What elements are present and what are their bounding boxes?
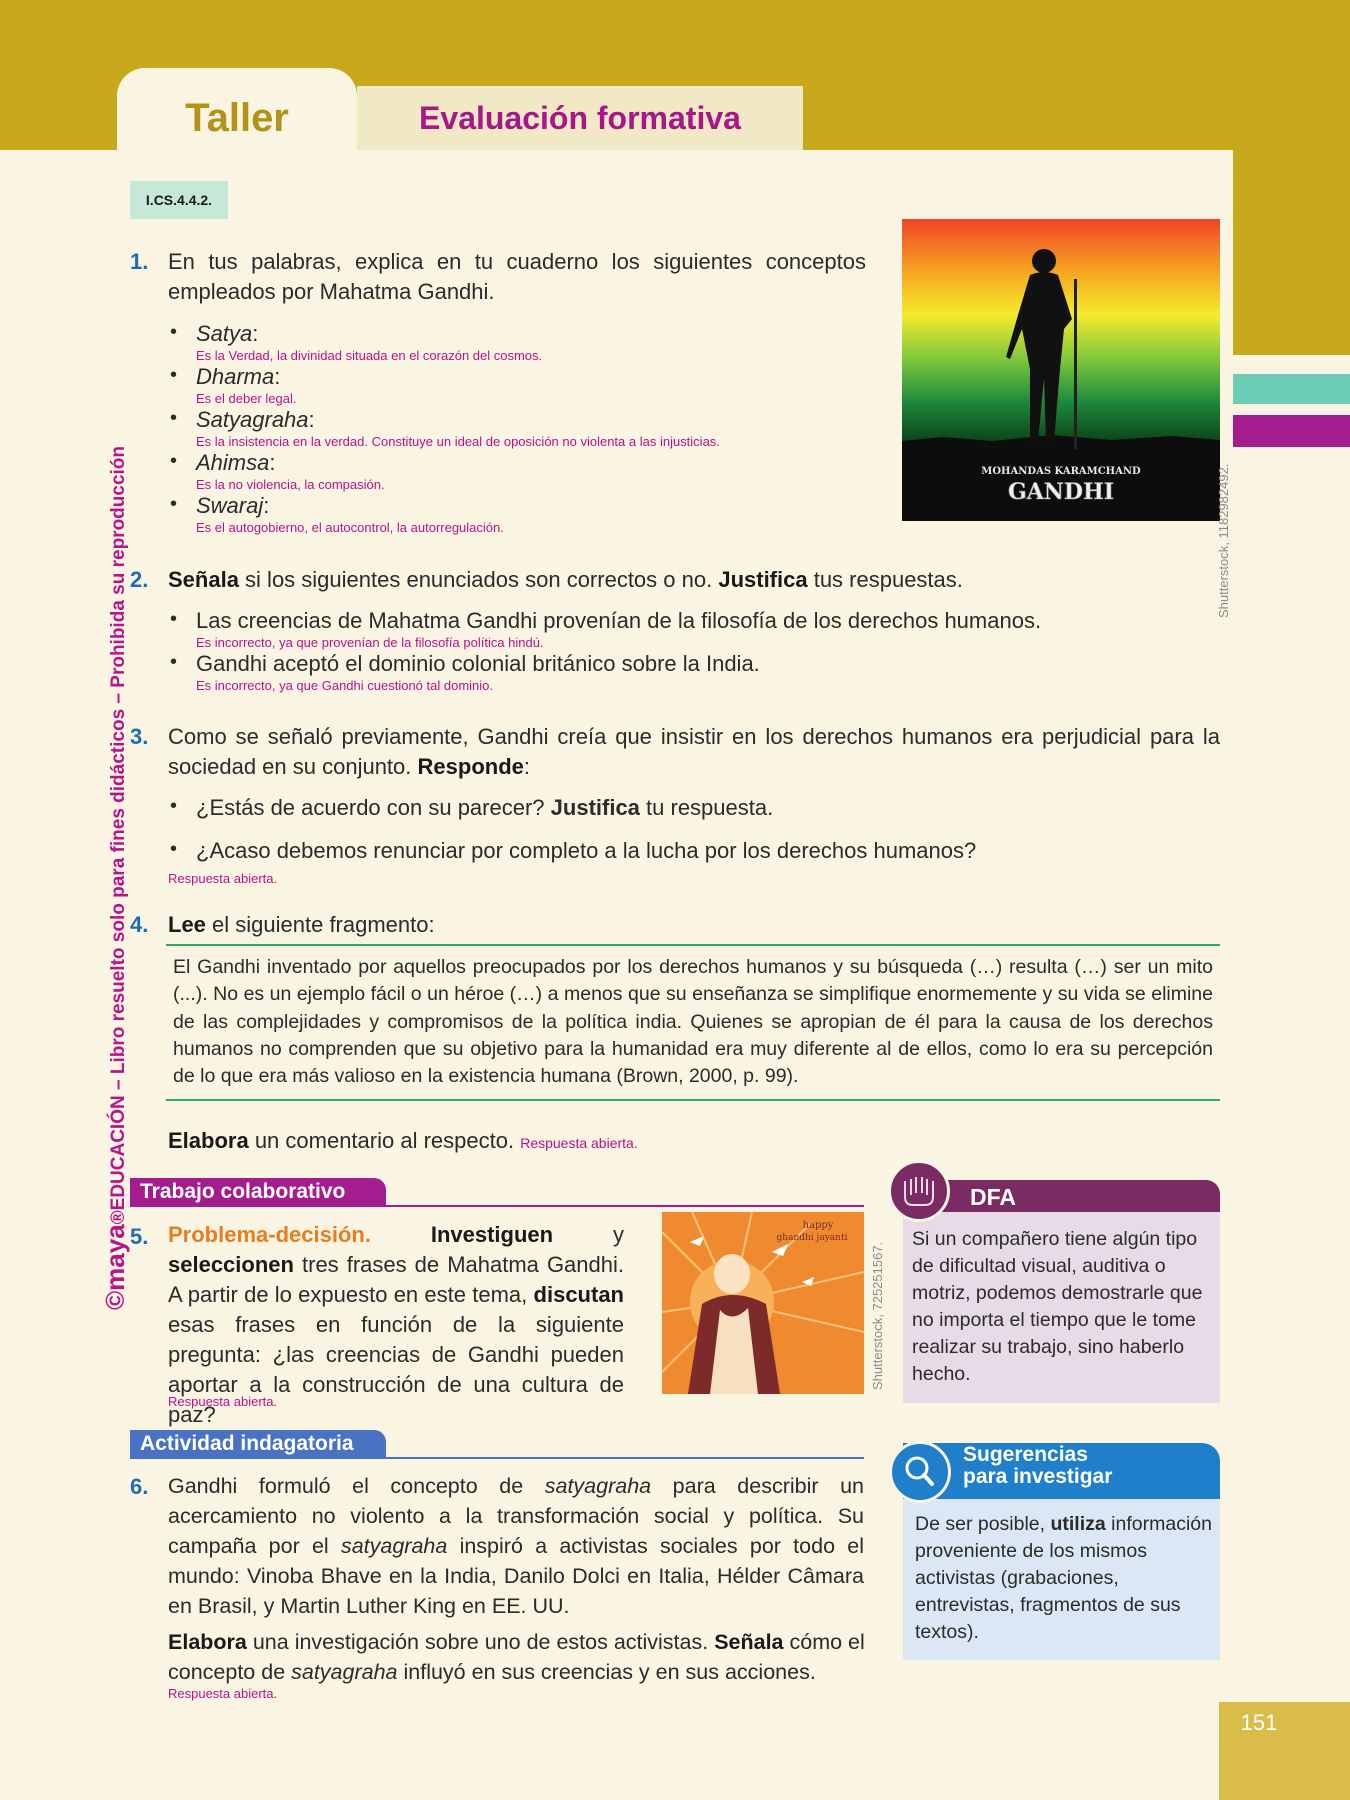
text-run: un comentario al respecto. bbox=[248, 1128, 515, 1153]
quote-text: El Gandhi inventado por aquellos preocupados por los derechos humanos y su búsqueda (…) resulta (…) ser un mito (...). No es un ejemplo fácil o un héroe (…) a menos que su enseñanza se simplifique enormemente y su vida se elimine de las complejidades y compromisos de la política india. Quienes se apropian de él para la causa de los derechos humanos no comprenden que su objetivo para la humanidad era muy diferente al de ellos, como lo era su percepción de lo que era más valioso en la existencia humana (Brown, 2000, p. 99). bbox=[173, 956, 1213, 1088]
text-run: tus respuestas. bbox=[807, 567, 963, 592]
bold-word: seleccionen bbox=[168, 1252, 294, 1277]
answer: Respuesta abierta. bbox=[168, 871, 278, 886]
q1-item: • Swaraj: bbox=[196, 493, 269, 519]
q1-number: 1. bbox=[130, 249, 149, 274]
q6-number: 6. bbox=[130, 1474, 149, 1499]
q1-item: • Satyagraha: bbox=[196, 407, 315, 433]
section-rule bbox=[130, 1457, 864, 1459]
dfa-title: DFA bbox=[970, 1184, 1016, 1210]
text-run: Gandhi formuló el concepto de bbox=[168, 1474, 545, 1498]
q2-number: 2. bbox=[130, 567, 149, 592]
dfa-header bbox=[903, 1180, 1220, 1212]
q1-item: • Ahimsa: bbox=[196, 450, 275, 476]
suggestions-title bbox=[963, 1444, 1112, 1488]
tab-evaluacion: Evaluación formativa bbox=[357, 86, 803, 150]
answer: Es la insistencia en la verdad. Constituye un ideal de oposición no violenta a las injusticias. bbox=[196, 434, 720, 449]
right-band bbox=[1233, 150, 1350, 355]
poster-line2: GANDHI bbox=[1007, 479, 1115, 505]
gandhi-jayanti-image bbox=[662, 1212, 864, 1394]
q3-item bbox=[196, 795, 773, 821]
text-run: influyó en sus creencias y en sus acciones. bbox=[397, 1660, 816, 1684]
jayanti-text1: happy bbox=[802, 1220, 834, 1231]
bold-word: Elabora bbox=[168, 1630, 247, 1654]
text-run: tres frases de Mahatma Gandhi. A partir de lo expuesto en este tema, bbox=[168, 1252, 624, 1307]
term: Swaraj bbox=[196, 493, 264, 518]
q1-item: • Dharma: bbox=[196, 364, 280, 390]
text-run: para describir un acercamiento no violento a la transformación social y política. Su campaña por el bbox=[168, 1474, 864, 1558]
answer: Es el deber legal. bbox=[196, 391, 297, 406]
q6-task bbox=[168, 1627, 868, 1687]
text-run: y bbox=[553, 1222, 624, 1247]
answer: Es la no violencia, la compasión. bbox=[196, 477, 385, 492]
answer: Es la Verdad, la divinidad situada en el corazón del cosmos. bbox=[196, 348, 543, 363]
q3-item: • ¿Acaso debemos renunciar por completo a la lucha por los derechos humanos? bbox=[196, 838, 976, 864]
bold-word: Señala bbox=[714, 1630, 784, 1654]
page-number: 151 bbox=[1240, 1710, 1278, 1735]
q2-text bbox=[168, 565, 1218, 595]
italic-word: satyagraha bbox=[291, 1660, 398, 1684]
hands-icon bbox=[888, 1160, 950, 1222]
gandhi-poster-art bbox=[902, 219, 1220, 521]
bold-word: utiliza bbox=[1050, 1513, 1106, 1535]
answer: Es incorrecto, ya que Gandhi cuestionó tal dominio. bbox=[196, 678, 494, 693]
text-run: una investigación sobre uno de estos activistas. bbox=[246, 1630, 715, 1654]
answer: Respuesta abierta. bbox=[520, 1135, 638, 1151]
bold-word: discutan bbox=[533, 1282, 624, 1307]
text-run: Como se señaló previamente, Gandhi creía que insistir en los derechos humanos era perjudicial para la sociedad en su conjunto. bbox=[168, 724, 1220, 779]
indicator-code: I.CS.4.4.2. bbox=[130, 181, 228, 219]
term: Satyagraha bbox=[196, 407, 309, 432]
text-run: : bbox=[523, 754, 530, 779]
section-trabajo-colaborativo: Trabajo colaborativo bbox=[130, 1178, 386, 1206]
q3-number: 3. bbox=[130, 724, 149, 749]
bold-word: Lee bbox=[168, 912, 206, 937]
image-credit: Shutterstock, 1182982492. bbox=[1216, 463, 1231, 618]
q6-text bbox=[168, 1471, 864, 1621]
answer: Respuesta abierta. bbox=[168, 1686, 278, 1701]
q5-number: 5. bbox=[130, 1224, 149, 1249]
text-run: inspiró a activistas sociales por todo el mundo: Vinoba Bhave en la India, Danilo Dolci en Italia, Hélder Câmara en Brasil, y Martin Luther King en EE. UU. bbox=[168, 1534, 864, 1618]
q3-text bbox=[168, 722, 1220, 782]
text-run: cómo el concepto de bbox=[168, 1630, 865, 1684]
q4-text bbox=[168, 910, 435, 940]
bold-word: Elabora bbox=[168, 1128, 249, 1153]
bold-word: Señala bbox=[168, 567, 239, 592]
text-run: ¿Estás de acuerdo con su parecer? bbox=[196, 795, 551, 820]
gandhi-poster-image bbox=[902, 219, 1220, 521]
title-line: para investigar bbox=[963, 1465, 1113, 1488]
q2-item: • Las creencias de Mahatma Gandhi provenían de la filosofía de los derechos humanos. bbox=[196, 608, 1041, 634]
dfa-text: Si un compañero tiene algún tipo de dificultad visual, auditiva o motriz, podemos demostrarle que no importa el tiempo que le tome realizar su trabajo, sino haberlo hecho. bbox=[912, 1228, 1203, 1385]
suggestions-text bbox=[915, 1511, 1215, 1646]
brand-logo: ©maya bbox=[100, 1224, 130, 1310]
text-run: esas frases en función de la siguiente pregunta: ¿las creencias de Gandhi pueden aportar a la construcción de una cultura de paz? bbox=[168, 1312, 624, 1427]
problem-label: Problema-decisión. bbox=[168, 1222, 371, 1247]
term: Ahimsa bbox=[196, 450, 270, 475]
magenta-marker bbox=[1233, 415, 1350, 447]
q1-item: • Satya: bbox=[196, 321, 258, 347]
answer: Respuesta abierta. bbox=[168, 1394, 278, 1409]
side-credit-text: ®EDUCACIÓN – Libro resuelto solo para fines didácticos – Prohibida su reproducción bbox=[108, 445, 129, 1225]
italic-word: satyagraha bbox=[544, 1474, 652, 1498]
answer: Es el autogobierno, el autocontrol, la autorregulación. bbox=[196, 520, 504, 535]
text-run: De ser posible, bbox=[915, 1513, 1051, 1535]
magnifier-icon bbox=[889, 1441, 951, 1503]
poster-line1: MOHANDAS KARAMCHAND bbox=[981, 466, 1141, 477]
bold-word: Justifica bbox=[718, 567, 808, 592]
bold-word: Investiguen bbox=[430, 1222, 554, 1247]
teal-marker bbox=[1233, 374, 1350, 404]
side-credit bbox=[100, 446, 131, 1310]
bold-word: Responde bbox=[417, 754, 524, 779]
gandhi-jayanti-art bbox=[662, 1212, 864, 1394]
q4-number: 4. bbox=[130, 912, 149, 937]
bold-word: Justifica bbox=[550, 795, 640, 820]
q4-follow bbox=[168, 1126, 638, 1158]
term: Dharma bbox=[196, 364, 275, 389]
section-rule bbox=[130, 1205, 864, 1207]
jayanti-text2: ghandhi jayanti bbox=[776, 1233, 848, 1243]
italic-word: satyagraha bbox=[340, 1534, 448, 1558]
text-run: tu respuesta. bbox=[639, 795, 774, 820]
image-credit: Shutterstock, 725251567. bbox=[870, 1241, 885, 1390]
section-actividad-indagatoria: Actividad indagatoria bbox=[130, 1430, 386, 1458]
text-run: información proveniente de los mismos activistas (grabaciones, entrevistas, fragmentos de sus textos). bbox=[915, 1513, 1212, 1643]
term: Satya bbox=[196, 321, 253, 346]
answer: Es incorrecto, ya que provenían de la filosofía política hindú. bbox=[196, 635, 544, 650]
text-run: si los siguientes enunciados son correctos o no. bbox=[238, 567, 719, 592]
title-line: Sugerencias bbox=[963, 1443, 1088, 1466]
q1-text: En tus palabras, explica en tu cuaderno los siguientes conceptos empleados por Mahatma Gandhi. bbox=[168, 249, 866, 304]
text-run: el siguiente fragmento: bbox=[205, 912, 435, 937]
q2-item: • Gandhi aceptó el dominio colonial británico sobre la India. bbox=[196, 651, 760, 677]
tab-taller: Taller bbox=[117, 68, 357, 158]
